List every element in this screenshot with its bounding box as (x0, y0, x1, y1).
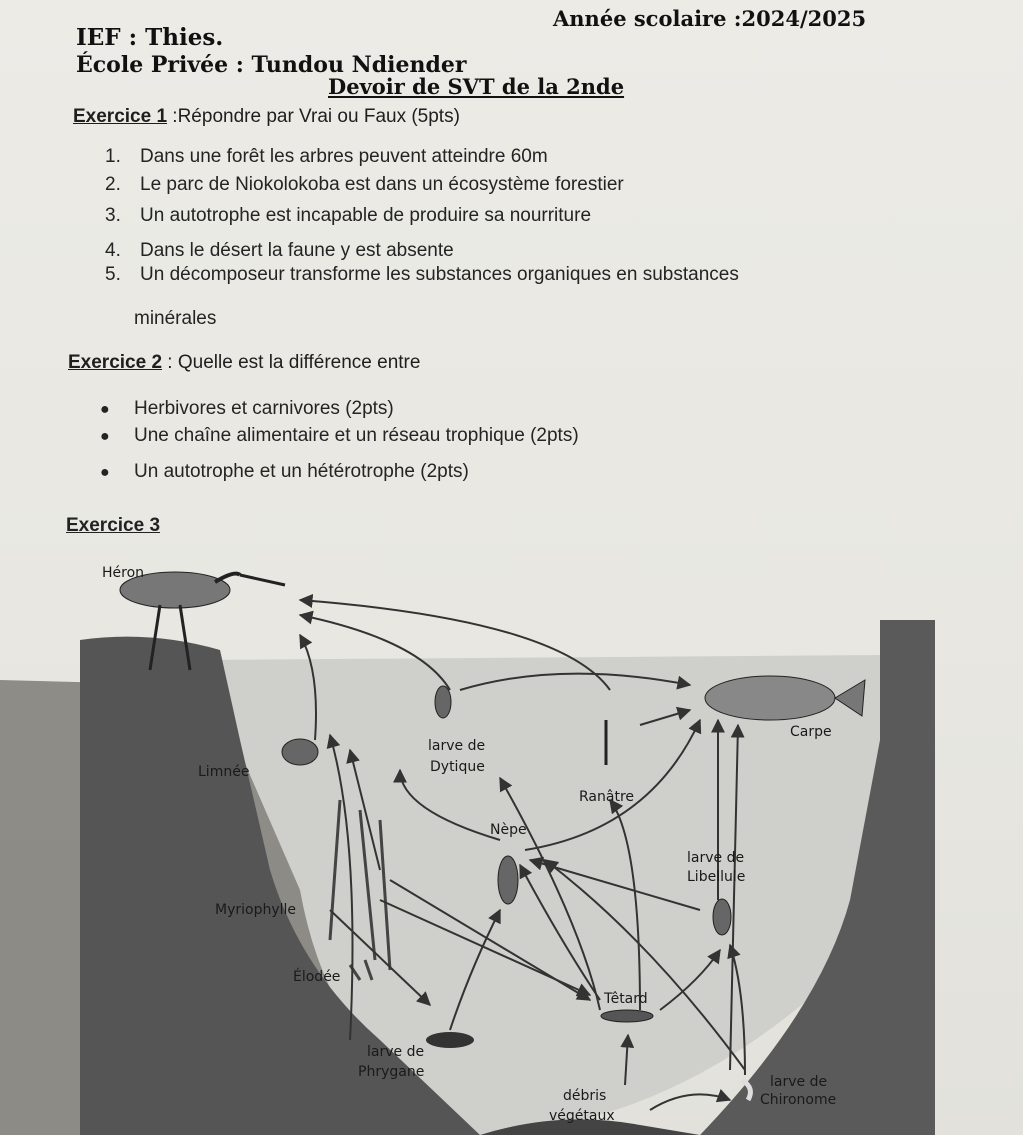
exercise2-label: Exercice 2 (68, 352, 163, 373)
item-number: 4. (105, 240, 121, 261)
item-text: Un décomposeur transforme les substances organiques en substances (140, 264, 739, 285)
exercise1-item (105, 240, 454, 262)
debris-label-line1: débris (563, 1088, 607, 1104)
exercise1-item (105, 174, 624, 196)
chironome-label-line2: Chironome (760, 1092, 837, 1108)
exercise1-item (105, 205, 591, 227)
school-year: Année scolaire :2024/2025 (553, 6, 867, 31)
item-text: Un autotrophe et un hétérotrophe (2pts) (134, 461, 469, 482)
exercise1-item (105, 264, 739, 286)
libellule-label-line2: Libellule (687, 869, 746, 885)
phrygane-label-line1: larve de (367, 1044, 425, 1060)
tetard-label: Têtard (604, 991, 648, 1007)
item-text: Dans une forêt les arbres peuvent atteindre 60m (140, 146, 548, 167)
nepe-icon (498, 856, 518, 904)
item-text: Une chaîne alimentaire et un réseau trophique (2pts) (134, 425, 579, 446)
ranatre-label: Ranâtre (579, 789, 635, 805)
item-text: Dans le désert la faune y est absente (140, 240, 454, 261)
item-number: 1. (105, 146, 121, 167)
exercise1-heading (73, 106, 460, 128)
page-title: Devoir de SVT de la 2nde (328, 74, 625, 99)
exercise1-item-continuation: minérales (134, 308, 217, 329)
exercise2-item (100, 425, 579, 447)
debris-label-line2: végétaux (549, 1108, 615, 1124)
school-name: École Privée : Tundou Ndiender (76, 52, 467, 78)
carpe-label: Carpe (790, 724, 832, 740)
limnee-icon (282, 739, 318, 765)
exercise2-heading (68, 352, 420, 374)
item-number: 2. (105, 174, 121, 195)
exercise2-item (100, 461, 469, 483)
bullet-icon: ● (100, 401, 110, 418)
exercise2-item (100, 398, 394, 420)
item-number: 3. (105, 205, 121, 226)
exercise3-label: Exercice 3 (66, 515, 161, 536)
exercise1-instruction: :Répondre par Vrai ou Faux (5pts) (167, 106, 460, 127)
exercise1-label: Exercice 1 (73, 106, 168, 127)
bullet-icon: ● (100, 464, 110, 481)
item-number: 5. (105, 264, 121, 285)
phrygane-label-line2: Phrygane (358, 1064, 425, 1080)
tadpole-icon (601, 1010, 653, 1022)
item-text: Le parc de Niokolokoba est dans un écosystème forestier (140, 174, 624, 195)
elodee-label: Élodée (293, 969, 341, 985)
bullet-icon: ● (100, 428, 110, 445)
item-text: Un autotrophe est incapable de produire sa nourriture (140, 205, 592, 226)
myriophylle-label: Myriophylle (215, 902, 297, 918)
food-web-diagram (0, 540, 1023, 1135)
limnee-label: Limnée (198, 764, 250, 780)
dytique-label-line1: larve de (428, 738, 486, 754)
libellule-label-line1: larve de (687, 850, 745, 866)
dytique-larva-icon (435, 686, 451, 718)
exercise1-item (105, 146, 548, 168)
ief-label: IEF : Thies. (76, 24, 224, 51)
phrygane-larva-icon (426, 1032, 474, 1048)
dytique-label-line2: Dytique (430, 759, 485, 775)
exercise2-instruction: : Quelle est la différence entre (162, 352, 421, 373)
libellule-larva-icon (713, 899, 731, 935)
heron-label: Héron (102, 565, 145, 581)
item-text: Herbivores et carnivores (2pts) (134, 398, 394, 419)
chironome-label-line1: larve de (770, 1074, 828, 1090)
nepe-label: Nèpe (490, 822, 527, 838)
